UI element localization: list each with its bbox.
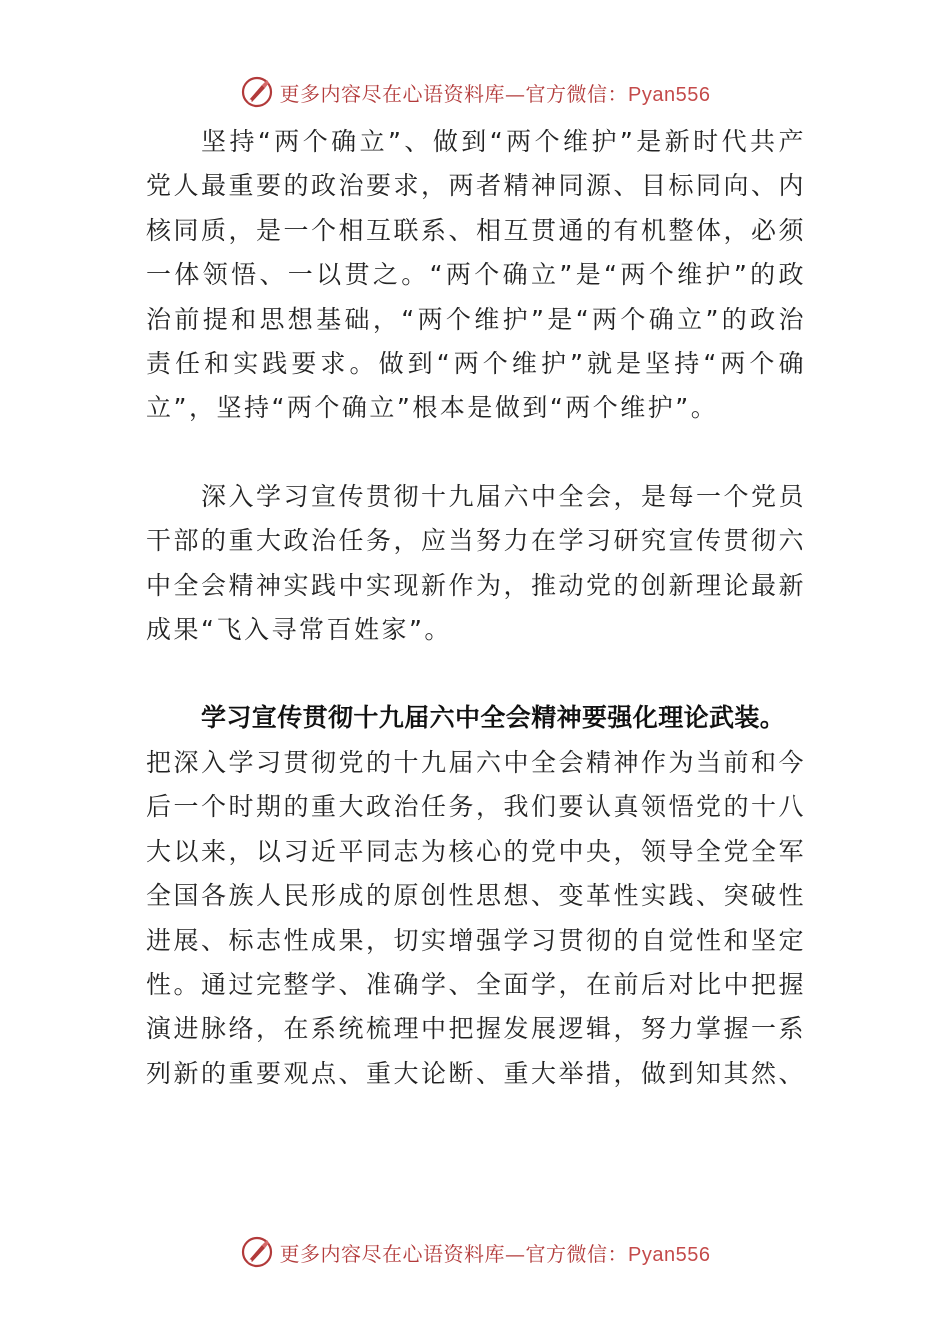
paragraph-two-establishments: 坚持“两个确立”、做到“两个维护”是新时代共产党人最重要的政治要求，两者精神同源、目标同向、内核同质，是一个相互联系、相互贯通的有机整体，必须一体领悟、一以贯之。“两个确立”是“两个维护”的政治前提和思想基础，“两个维护”是“两个确立”的政治责任和实践要求。做到“两个维护”就是坚持“两个确立”，坚持“两个确立”根本是做到“两个维护”。 [146, 127, 807, 423]
watermark-wechat-id: Pyan556 [628, 1243, 711, 1266]
paragraph-theory-armament: 把深入学习贯彻党的十九届六中全会精神作为当前和今后一个时期的重大政治任务，我们要认真领悟党的十八大以来，以习近平同志为核心的党中央，领导全党全军全国各族人民形成的原创性思想、变革性实践、突破性进展、标志性成果，切实增强学习贯彻的自觉性和坚定性。通过完整学、准确学、全面学，在前后对比中把握演进脉络，在系统梳理中把握发展逻辑，努力掌握一系列新的重要观点、重大论断、重大举措，做到知其然、 [146, 747, 807, 1088]
pen-logo-icon [240, 1235, 274, 1269]
paragraph-study-plenary: 深入学习宣传贯彻十九届六中全会，是每一个党员干部的重大政治任务，应当努力在学习研究宣传贯彻六中全会精神实践中实现新作为，推动党的创新理论最新成果“飞入寻常百姓家”。 [146, 481, 807, 645]
watermark-text: 更多内容尽在心语资料库—官方微信：Pyan556 [279, 81, 711, 106]
header-watermark [0, 72, 950, 112]
footer-watermark [0, 1232, 950, 1272]
watermark-wechat-id: Pyan556 [628, 83, 711, 106]
pen-logo-icon [240, 75, 274, 109]
document-body [146, 120, 806, 1096]
section-heading: 学习宣传贯彻十九届六中全会精神要强化理论武装。 [201, 703, 786, 733]
watermark-text: 更多内容尽在心语资料库—官方微信：Pyan556 [279, 1241, 711, 1266]
